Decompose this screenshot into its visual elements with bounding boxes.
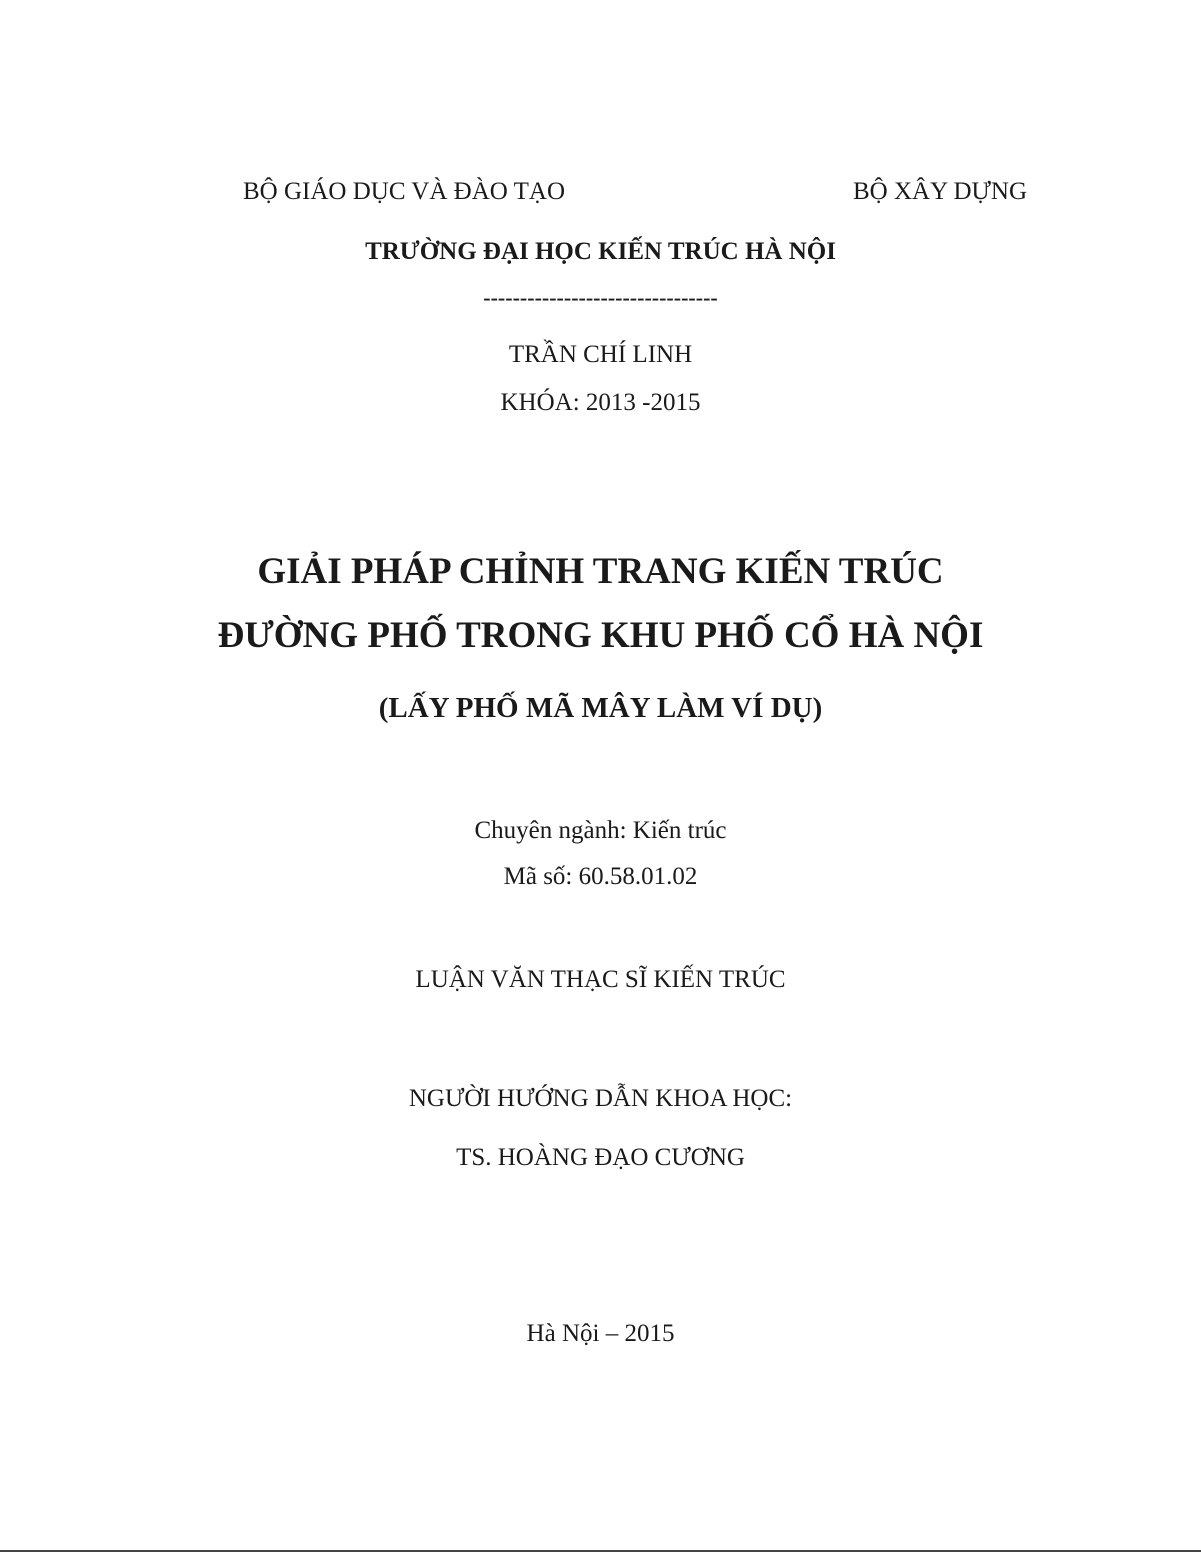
course-years: KHÓA: 2013 -2015	[500, 389, 701, 416]
university-name: TRƯỜNG ĐẠI HỌC KIẾN TRÚC HÀ NỘI	[365, 238, 836, 265]
header-divider: --------------------------------	[483, 285, 718, 310]
major-field: Chuyên ngành: Kiến trúc	[474, 817, 727, 844]
degree-type: LUẬN VĂN THẠC SĨ KIẾN TRÚC	[415, 966, 786, 993]
thesis-title-line-1: GIẢI PHÁP CHỈNH TRANG KIẾN TRÚC	[257, 551, 944, 592]
ministry-of-construction: BỘ XÂY DỰNG	[853, 178, 1028, 205]
ministry-of-education: BỘ GIÁO DỤC VÀ ĐÀO TẠO	[243, 178, 565, 205]
place-and-year: Hà Nội – 2015	[526, 1320, 675, 1347]
major-code: Mã số: 60.58.01.02	[503, 863, 698, 890]
page-bottom-edge	[0, 1550, 1201, 1552]
advisor-label: NGƯỜI HƯỚNG DẪN KHOA HỌC:	[408, 1085, 793, 1112]
author-name: TRẦN CHÍ LINH	[508, 341, 693, 368]
thesis-subtitle: (LẤY PHỐ MÃ MÂY LÀM VÍ DỤ)	[378, 692, 823, 724]
thesis-title-line-2: ĐƯỜNG PHỐ TRONG KHU PHỐ CỔ HÀ NỘI	[217, 615, 984, 656]
advisor-name: TS. HOÀNG ĐẠO CƯƠNG	[456, 1144, 745, 1171]
